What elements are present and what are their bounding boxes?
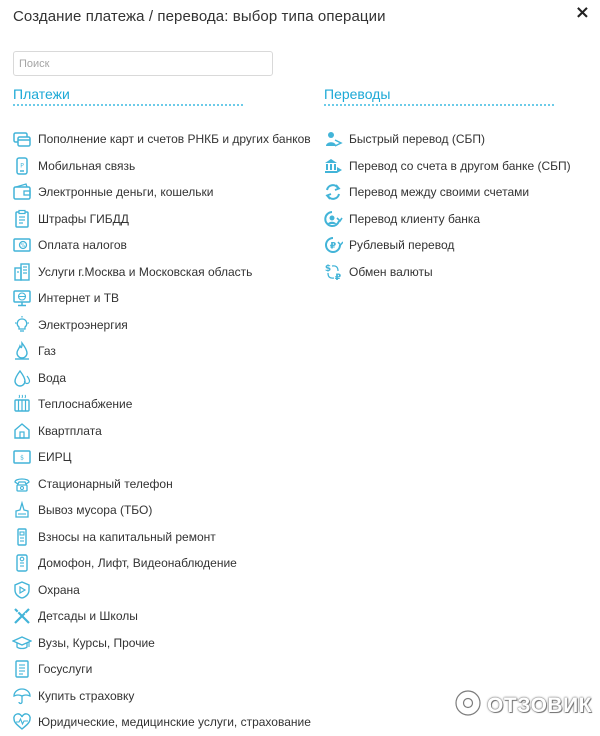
payment-item[interactable]	[12, 550, 311, 577]
payment-item[interactable]	[12, 285, 311, 312]
watermark-logo-icon	[453, 688, 483, 723]
intercom-icon	[12, 553, 32, 573]
transfer-item[interactable]	[323, 259, 571, 286]
landline-phone-icon	[12, 474, 32, 494]
eirc-icon	[12, 447, 32, 467]
transfers-heading: Переводы	[324, 86, 554, 106]
payment-item-label: Взносы на капитальный ремонт	[38, 529, 216, 544]
search-input[interactable]	[13, 51, 273, 76]
payment-item[interactable]	[12, 206, 311, 233]
payment-item[interactable]	[12, 153, 311, 180]
payment-item[interactable]	[12, 126, 311, 153]
graduation-cap-icon	[12, 633, 32, 653]
exchange-arrows-icon	[323, 182, 343, 202]
payment-item[interactable]	[12, 630, 311, 657]
payments-heading: Платежи	[13, 86, 243, 106]
shield-icon	[12, 580, 32, 600]
svg-text:P: P	[20, 162, 24, 170]
water-drop-icon	[12, 368, 32, 388]
transfer-item-label: Рублевый перевод	[349, 238, 455, 253]
payment-item[interactable]	[12, 683, 311, 710]
bank-transfer-icon	[323, 156, 343, 176]
payment-item-label: Госуслуги	[38, 662, 93, 677]
payment-item-label: Электронные деньги, кошельки	[38, 185, 214, 200]
payment-item[interactable]	[12, 365, 311, 392]
payment-item-label: Квартплата	[38, 423, 102, 438]
payment-item-label: Оплата налогов	[38, 238, 127, 253]
svg-text:$: $	[20, 454, 24, 462]
client-transfer-icon	[323, 209, 343, 229]
payment-item-label: Интернет и ТВ	[38, 291, 120, 306]
light-bulb-icon	[12, 315, 32, 335]
svg-text:%: %	[20, 243, 26, 250]
payment-item[interactable]	[12, 656, 311, 683]
transfer-item[interactable]	[323, 153, 571, 180]
payment-item[interactable]	[12, 179, 311, 206]
payment-item-label: Вывоз мусора (ТБО)	[38, 503, 153, 518]
close-icon[interactable]: ×	[574, 2, 590, 23]
transfer-item[interactable]	[323, 232, 571, 259]
gas-flame-icon	[12, 341, 32, 361]
payment-item[interactable]	[12, 524, 311, 551]
fast-transfer-icon	[323, 129, 343, 149]
transfer-item[interactable]	[323, 126, 571, 153]
payment-item-label: Домофон, Лифт, Видеонаблюдение	[38, 556, 237, 571]
payment-item-label: Штрафы ГИБДД	[38, 211, 129, 226]
transfer-item-label: Обмен валюты	[349, 264, 433, 279]
payment-item-label: Теплоснабжение	[38, 397, 133, 412]
page-title: Создание платежа / перевода: выбор типа операции	[13, 8, 386, 25]
transfer-item-label: Перевод клиенту банка	[349, 211, 481, 226]
pencil-ruler-icon	[12, 606, 32, 626]
transfer-item-label: Быстрый перевод (СБП)	[349, 132, 485, 147]
svg-text:$: $	[324, 263, 332, 274]
heart-pulse-icon	[12, 712, 32, 732]
transfers-list	[323, 126, 571, 285]
payment-item[interactable]	[12, 709, 311, 736]
payment-item[interactable]	[12, 232, 311, 259]
transfer-item[interactable]	[323, 206, 571, 233]
payment-item-label: Детсады и Школы	[38, 609, 138, 624]
garbage-icon	[12, 500, 32, 520]
transfer-item-label: Перевод между своими счетами	[349, 185, 530, 200]
city-building-icon	[12, 262, 32, 282]
payment-item-label: Вузы, Курсы, Прочие	[38, 635, 155, 650]
transfer-item-label: Перевод со счета в другом банке (СБП)	[349, 158, 571, 173]
payment-item-label: Купить страховку	[38, 688, 135, 703]
wallet-icon	[12, 182, 32, 202]
card-transfer-icon	[12, 129, 32, 149]
payment-item-label: ЕИРЦ	[38, 450, 72, 465]
payment-item[interactable]	[12, 444, 311, 471]
payment-item-label: Стационарный телефон	[38, 476, 173, 491]
transfer-item[interactable]	[323, 179, 571, 206]
payment-item-label: Пополнение карт и счетов РНКБ и других банков	[38, 132, 311, 147]
traffic-fine-icon	[12, 209, 32, 229]
ruble-transfer-icon	[323, 235, 343, 255]
watermark-text: ОТЗОВИК	[487, 693, 592, 717]
umbrella-icon	[12, 686, 32, 706]
payment-item-label: Газ	[38, 344, 56, 359]
svg-text:₽: ₽	[329, 241, 337, 252]
payment-item[interactable]	[12, 259, 311, 286]
payment-item[interactable]	[12, 603, 311, 630]
payment-item[interactable]	[12, 577, 311, 604]
tax-icon	[12, 235, 32, 255]
payment-item[interactable]	[12, 471, 311, 498]
house-icon	[12, 421, 32, 441]
payment-item[interactable]	[12, 312, 311, 339]
payment-item[interactable]	[12, 391, 311, 418]
radiator-icon	[12, 394, 32, 414]
payment-item[interactable]	[12, 338, 311, 365]
payment-item[interactable]	[12, 418, 311, 445]
payment-item-label: Юридические, медицинские услуги, страхование	[38, 715, 311, 730]
monitor-globe-icon	[12, 288, 32, 308]
mobile-phone-icon	[12, 156, 32, 176]
svg-text:₽: ₽	[334, 272, 342, 282]
repair-icon	[12, 527, 32, 547]
document-icon	[12, 659, 32, 679]
watermark	[453, 688, 592, 723]
payment-item-label: Услуги г.Москва и Московская область	[38, 264, 253, 279]
payment-item[interactable]	[12, 497, 311, 524]
payment-item-label: Мобильная связь	[38, 158, 136, 173]
payment-item-label: Охрана	[38, 582, 80, 597]
payment-item-label: Вода	[38, 370, 67, 385]
payment-item-label: Электроэнергия	[38, 317, 128, 332]
currency-exchange-icon	[323, 262, 343, 282]
payments-list	[12, 126, 311, 736]
